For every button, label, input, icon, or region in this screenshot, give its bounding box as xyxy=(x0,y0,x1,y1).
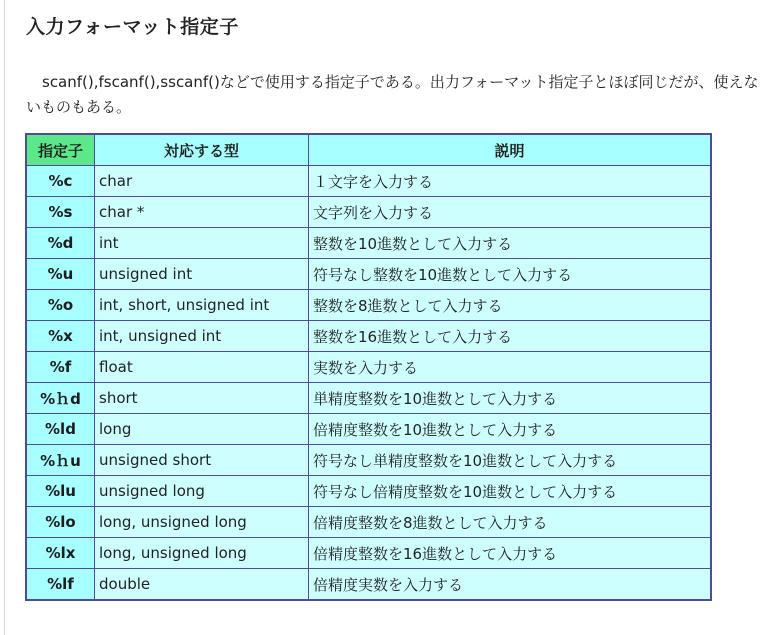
specifier-cell: %ｈd xyxy=(26,383,95,414)
specifier-cell: %c xyxy=(26,166,95,197)
table-row xyxy=(26,259,711,290)
type-cell: long, unsigned long xyxy=(95,538,309,569)
description-cell: 実数を入力する xyxy=(309,352,712,383)
type-cell: long, unsigned long xyxy=(95,507,309,538)
description-cell: １文字を入力する xyxy=(309,166,712,197)
table-row xyxy=(26,352,711,383)
type-cell: unsigned int xyxy=(95,259,309,290)
table-row xyxy=(26,228,711,259)
specifier-cell: %u xyxy=(26,259,95,290)
specifier-cell: %s xyxy=(26,197,95,228)
description-cell: 符号なし倍精度整数を10進数として入力する xyxy=(309,476,712,507)
description-cell: 文字列を入力する xyxy=(309,197,712,228)
table-row xyxy=(26,538,711,569)
type-cell: int xyxy=(95,228,309,259)
table-row xyxy=(26,166,711,197)
description-cell: 倍精度整数を8進数として入力する xyxy=(309,507,712,538)
type-cell: short xyxy=(95,383,309,414)
type-cell: double xyxy=(95,569,309,601)
table-row xyxy=(26,383,711,414)
description-cell: 倍精度整数を16進数として入力する xyxy=(309,538,712,569)
table-row xyxy=(26,321,711,352)
description-cell: 単精度整数を10進数として入力する xyxy=(309,383,712,414)
header-description: 説明 xyxy=(309,134,712,166)
description-cell: 整数を16進数として入力する xyxy=(309,321,712,352)
description-cell: 倍精度実数を入力する xyxy=(309,569,712,601)
description-cell: 整数を10進数として入力する xyxy=(309,228,712,259)
specifier-cell: %lo xyxy=(26,507,95,538)
header-specifier: 指定子 xyxy=(26,134,95,166)
type-cell: float xyxy=(95,352,309,383)
type-cell: char xyxy=(95,166,309,197)
specifier-cell: %o xyxy=(26,290,95,321)
type-cell: int, unsigned int xyxy=(95,321,309,352)
description-cell: 符号なし単精度整数を10進数として入力する xyxy=(309,445,712,476)
type-cell: unsigned short xyxy=(95,445,309,476)
specifier-table xyxy=(25,133,712,601)
specifier-cell: %lf xyxy=(26,569,95,601)
table-row xyxy=(26,476,711,507)
specifier-cell: %lx xyxy=(26,538,95,569)
specifier-cell: %ｈu xyxy=(26,445,95,476)
description-cell: 倍精度整数を10進数として入力する xyxy=(309,414,712,445)
description-cell: 符号なし整数を10進数として入力する xyxy=(309,259,712,290)
type-cell: int, short, unsigned int xyxy=(95,290,309,321)
specifier-cell: %f xyxy=(26,352,95,383)
table-row xyxy=(26,197,711,228)
page-title: 入力フォーマット指定子 xyxy=(26,16,239,38)
type-cell: long xyxy=(95,414,309,445)
table-row xyxy=(26,569,711,601)
specifier-cell: %lu xyxy=(26,476,95,507)
specifier-cell: %ld xyxy=(26,414,95,445)
intro-paragraph: scanf(),fscanf(),sscanf()などで使用する指定子である。出力フォーマット指定子とほぼ同じだが、使えないものもある。 xyxy=(26,73,759,116)
page-left-border xyxy=(4,0,5,635)
specifier-cell: %x xyxy=(26,321,95,352)
table-header-row xyxy=(26,134,711,166)
type-cell: unsigned long xyxy=(95,476,309,507)
table-row xyxy=(26,290,711,321)
table-row xyxy=(26,507,711,538)
description-cell: 整数を8進数として入力する xyxy=(309,290,712,321)
type-cell: char * xyxy=(95,197,309,228)
header-type: 対応する型 xyxy=(95,134,309,166)
specifier-cell: %d xyxy=(26,228,95,259)
table-row xyxy=(26,414,711,445)
table-row xyxy=(26,445,711,476)
